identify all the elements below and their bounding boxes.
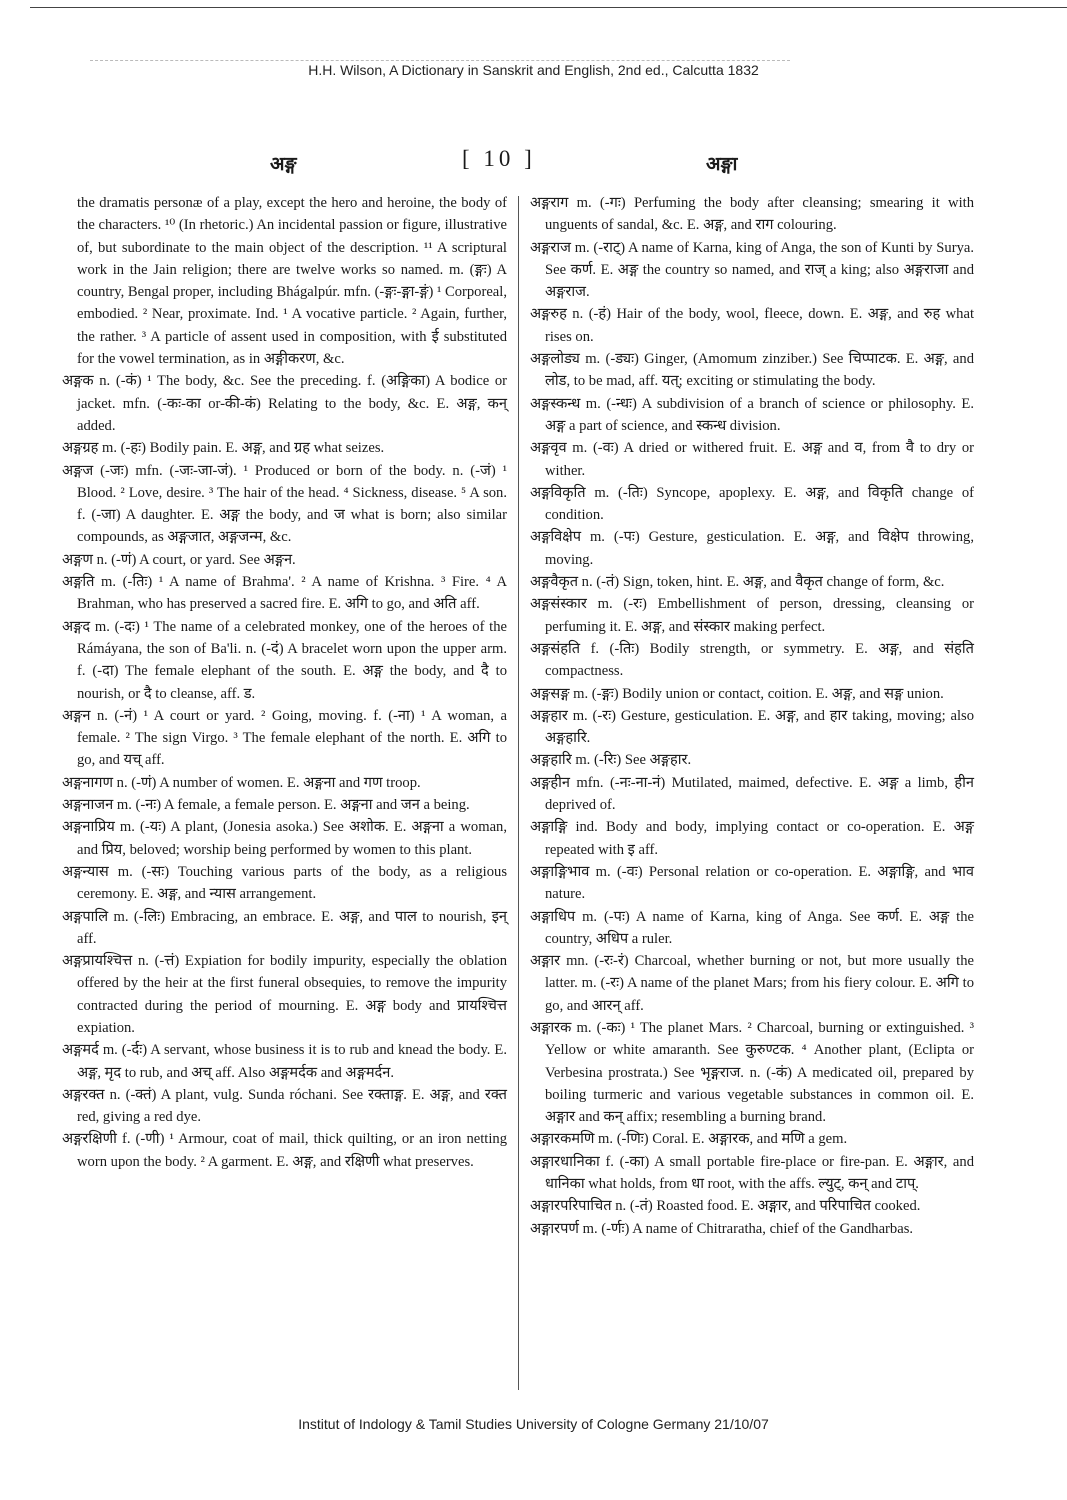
dictionary-entry: अङ्गस्कन्ध m. (-न्धः) A subdivision of a branch of science or philosophy. E. अङ्ग a part of science, and स्कन्ध division. <box>530 395 974 434</box>
source-banner: H.H. Wilson, A Dictionary in Sanskrit and English, 2nd ed., Calcutta 1832 <box>308 62 759 78</box>
running-head-left: अङ्ग <box>270 154 297 175</box>
dictionary-entry: अङ्गराज m. (-राट्) A name of Karna, king of Anga, the son of Kunti by Surya. See कर्ण. E. अङ्ग the country so named, and राज् a king; also अङ्गराजा and अङ्गराज. <box>530 239 974 301</box>
dictionary-entry: अङ्गन्यास m. (-सः) Touching various parts of the body, as a religious ceremony. E. अङ्ग, and न्यास arrangement. <box>62 863 507 903</box>
dictionary-entry: अङ्गार mn. (-रः-रं) Charcoal, whether burning or not, but more usually the latter. m. (-रः) A name of the planet Mars; from his fiery colour. E. अगि to go, and आरन् aff. <box>530 953 974 1014</box>
dictionary-entry: अङ्गरक्षिणी f. (-णी) ¹ Armour, coat of mail, thick quilting, or an iron netting worn upon the body. ² A garment. E. अङ्ग, and रक्षिणी what preserves. <box>62 1131 507 1170</box>
scan-rule <box>90 60 790 61</box>
dictionary-entry: अङ्गाधिप m. (-पः) A name of Karna, king of Anga. See कर्ण. E. अङ्ग the country, अधिप a ruler. <box>530 908 974 947</box>
dictionary-entry: अङ्गाङ्गिभाव m. (-वः) Personal relation or co-operation. E. अङ्गाङ्गि, and भाव nature. <box>530 863 974 903</box>
dictionary-entry: अङ्गहीन mfn. (-नः-ना-नं) Mutilated, maimed, defective. E. अङ्ग a limb, हीन deprived of. <box>530 774 974 814</box>
dictionary-entry: अङ्गलोड्य m. (-ड्यः) Ginger, (Amomum zinziber.) See चिप्पाटक. E. अङ्ग, and लोड, to be mad, aff. यत्; exciting or stimulating the body. <box>530 351 974 390</box>
dictionary-entry: अङ्गति m. (-तिः) ¹ A name of Brahma'. ² A name of Krishna. ³ Fire. ⁴ A Brahman, who has preserved a sacred fire. E. अगि to go, and अति aff. <box>62 574 507 613</box>
dictionary-entry: अङ्गवृव m. (-वः) A dried or withered fruit. E. अङ्ग and व, from वै to dry or wither. <box>530 440 974 479</box>
page-number: [ 10 ] <box>462 146 536 171</box>
dictionary-entry: अङ्गारधानिका f. (-का) A small portable fire-place or fire-pan. E. अङ्गार, and धानिका what holds, from धा root, with the affs. ल्युट्, कन् and टाप्. <box>530 1153 974 1193</box>
top-rule <box>30 7 1067 8</box>
dictionary-entry: अङ्गारकमणि m. (-णिः) Coral. E. अङ्गारक, and मणि a gem. <box>530 1131 848 1148</box>
dictionary-entry: अङ्गविक्षेप m. (-पः) Gesture, gesticulation. E. अङ्ग, and विक्षेप throwing, moving. <box>530 529 974 568</box>
left-column <box>62 192 507 1173</box>
dictionary-entry: the dramatis personæ of a play, except the hero and heroine, the body of the characters. ¹⁰ (In rhetoric.) An incidental passion or figure, illustrative of, but subordinate to the main object of the description. ¹¹ A scriptural work in the Jain religion; there are twelve works so named. m. (ङ्गः) A country, Bengal proper, including Bhágalpúr. mfn. (-ङ्गः-ङ्गा-ङ्गं) ¹ Corporeal, embodied. ² Near, proximate. Ind. ¹ A vocative particle. ² Again, further, the rather. ³ A particle of assent used in composition, with ई substituted for the vowel termination, as in अङ्गीकरण, &c. <box>77 195 507 368</box>
dictionary-entry: अङ्गारक m. (-कः) ¹ The planet Mars. ² Charcoal, burning or extinguished. ³ Yellow or white amaranth. See कुरुण्टक. ⁴ Another plant, (Eclipta or Verbesina prostrata.) See भृङ्गराज. n. (-कं) A medicated oil, prepared by boiling turmeric and various vegetable substances in common oil. E. अङ्गार and कन् affix; resembling a burning brand. <box>530 1019 974 1126</box>
dictionary-entry: अङ्गनाजन m. (-नः) A female, a female person. E. अङ्गना and जन a being. <box>62 797 470 814</box>
dictionary-entry: अङ्गसंस्कार m. (-रः) Embellishment of person, dressing, cleansing or perfuming it. E. अङ्ग, and संस्कार making perfect. <box>530 596 974 635</box>
dictionary-entry: अङ्गनाप्रिय m. (-यः) A plant, (Jonesia asoka.) See अशोक. E. अङ्गना a woman, and प्रिय, beloved; worship being performed by women to this plant. <box>62 819 507 858</box>
dictionary-entry: अङ्गाङ्गि ind. Body and body, implying contact or co-operation. E. अङ्ग repeated with इ aff. <box>530 819 974 858</box>
dictionary-entry: अङ्गद m. (-दः) ¹ The name of a celebrated monkey, one of the heroes of the Rámáyana, the son of Ba'li. n. (-दं) A bracelet worn upon the upper arm. f. (-दा) The female elephant of the south. E. अङ्ग the body, and दै to nourish, or दै to cleanse, aff. ड. <box>62 618 507 702</box>
dictionary-entry: अङ्गज (-जः) mfn. (-जः-जा-जं). ¹ Produced or born of the body. n. (-जं) ¹ Blood. ² Love, desire. ³ The hair of the head. ⁴ Sickness, disease. ⁵ A son. f. (-जा) A daughter. E. अङ्ग the body, and ज what is born; also similar compounds, as अङ्गजात, अङ्गजन्म, &c. <box>62 462 507 546</box>
right-column <box>530 192 974 1240</box>
dictionary-entry: अङ्गग्रह m. (-हः) Bodily pain. E. अङ्ग, and ग्रह what seizes. <box>62 440 385 457</box>
dictionary-entry: अङ्गप्रायश्चित्त n. (-त्तं) Expiation for bodily impurity, especially the oblation offered by the heir at the first funeral obsequies, to remove the impurity contracted during the period of mourning. E. अङ्ग body and प्रायश्चित्त expiation. <box>62 953 507 1036</box>
dictionary-entry: अङ्गारपरिपाचित n. (-तं) Roasted food. E. अङ्गार, and परिपाचित cooked. <box>530 1198 921 1215</box>
dictionary-entry: अङ्गमर्द m. (-र्दः) A servant, whose business it is to rub and knead the body. E. अङ्ग, मृद to rub, and अच् aff. Also अङ्गमर्दक and अङ्गमर्दन. <box>62 1042 507 1081</box>
source-footer: Institut of Indology & Tamil Studies University of Cologne Germany 21/10/07 <box>298 1416 769 1432</box>
dictionary-entry: अङ्गहारि m. (-रिः) See अङ्गहार. <box>530 752 692 769</box>
dictionary-entry: अङ्गराग m. (-गः) Perfuming the body after cleansing; smearing it with unguents of sandal, &c. E. अङ्ग, and राग colouring. <box>530 195 974 234</box>
running-head-right: अङ्गा <box>706 154 738 175</box>
column-divider <box>518 196 519 1390</box>
dictionary-entry: अङ्गरुह n. (-हं) Hair of the body, wool, fleece, down. E. अङ्ग, and रुह what rises on. <box>530 306 974 345</box>
dictionary-entry: अङ्गक n. (-कं) ¹ The body, &c. See the preceding. f. (अङ्गिका) A bodice or jacket. mfn. (-कः-का or-की-कं) Relating to the body, &c. E. अङ्ग, कन् added. <box>62 373 507 434</box>
dictionary-entry: अङ्गवैकृत n. (-तं) Sign, token, hint. E. अङ्ग, and वैकृत change of form, &c. <box>530 574 945 591</box>
dictionary-entry: अङ्गविकृति m. (-तिः) Syncope, apoplexy. E. अङ्ग, and विकृति change of condition. <box>530 484 974 524</box>
dictionary-entry: अङ्गसंहति f. (-तिः) Bodily strength, or symmetry. E. अङ्ग, and संहति compactness. <box>530 640 974 680</box>
dictionary-entry: अङ्गन n. (-नं) ¹ A court or yard. ² Going, moving. f. (-ना) ¹ A woman, a female. ² The sign Virgo. ³ The female elephant of the north. E. अगि to go, and यच् aff. <box>62 707 507 769</box>
dictionary-entry: अङ्गारपर्ण m. (-र्णः) A name of Chitraratha, chief of the Gandharbas. <box>530 1220 914 1237</box>
dictionary-entry: अङ्गहार m. (-रः) Gesture, gesticulation. E. अङ्ग, and हार taking, moving; also अङ्गहारि. <box>530 707 974 747</box>
dictionary-entry: अङ्गसङ्ग m. (-ङ्गः) Bodily union or contact, coition. E. अङ्ग, and सङ्ग union. <box>530 685 944 702</box>
dictionary-entry: अङ्गपालि m. (-लिः) Embracing, an embrace. E. अङ्ग, and पाल to nourish, इन् aff. <box>62 908 507 947</box>
dictionary-entry: अङ्गण n. (-णं) A court, or yard. See अङ्गन. <box>62 551 296 568</box>
dictionary-entry: अङ्गनागण n. (-णं) A number of women. E. अङ्गना and गण troop. <box>62 774 421 791</box>
dictionary-entry: अङ्गरक्त n. (-क्तं) A plant, vulg. Sunda róchani. See रक्ताङ्ग. E. अङ्ग, and रक्त red, giving a red dye. <box>62 1086 507 1126</box>
